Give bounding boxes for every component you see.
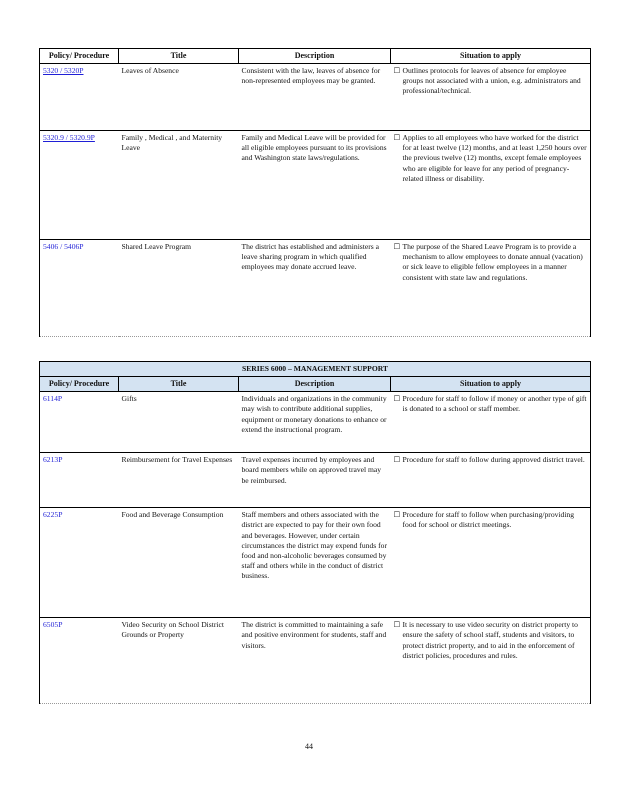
header-situation: Situation to apply — [391, 49, 591, 64]
policy-cell — [40, 508, 119, 618]
title-cell: Gifts — [119, 392, 239, 453]
table-row — [40, 618, 591, 704]
title-cell: Family , Medical , and Maternity Leave — [119, 131, 239, 240]
policy-number: 6225P — [43, 510, 63, 520]
title-cell: Food and Beverage Consumption — [119, 508, 239, 618]
box-bullet-icon: ☐ — [393, 242, 401, 251]
series-title: SERIES 6000 – MANAGEMENT SUPPORT — [40, 362, 591, 377]
header-title: Title — [119, 377, 239, 392]
policy-link[interactable]: 5320.9 / 5320.9P — [43, 133, 95, 142]
header-description: Description — [239, 377, 391, 392]
policy-number: 6114P — [43, 394, 63, 404]
description-cell: Staff members and others associated with the district are expected to pay for their own food and beverages. However, under certain circumstances the district may expend funds for food and non-alcoholic beverages consumed by staff and others while in the conduct of district business. — [239, 508, 391, 618]
header-policy: Policy/ Procedure — [40, 377, 119, 392]
box-bullet-icon: ☐ — [393, 455, 401, 465]
table-row — [40, 131, 591, 240]
box-bullet-icon: ☐ — [393, 620, 401, 630]
situation-cell: ☐ Applies to all employees who have worked for the district for at least twelve (12) months, and at least 1,250 hours over the previous twelve (12) months, except female employees who are eligible for leave for any period of pregnancy-related illness or disability. — [391, 131, 591, 240]
description-cell: The district has established and administers a leave sharing program in which qualified employees may donate accrued leave. — [239, 240, 391, 337]
description-cell: Individuals and organizations in the community may wish to contribute additional supplies, equipment or monetary donations to enhance or extend the instructional program. — [239, 392, 391, 453]
policy-table-5000 — [39, 48, 591, 337]
situation-cell: ☐ Procedure for staff to follow when purchasing/providing food for school or district meetings. — [391, 508, 591, 618]
policy-cell — [40, 64, 119, 131]
table-row — [40, 453, 591, 508]
situation-cell: ☐ The purpose of the Shared Leave Program is to provide a mechanism to allow employees to donate annual (vacation) or sick leave to eligible fellow employees in a manner consistent with state law and regulations. — [391, 240, 591, 337]
title-cell: Leaves of Absence — [119, 64, 239, 131]
table-row — [40, 64, 591, 131]
header-description: Description — [239, 49, 391, 64]
table-row — [40, 240, 591, 337]
policy-cell — [40, 618, 119, 704]
header-situation: Situation to apply — [391, 377, 591, 392]
title-cell: Reimbursement for Travel Expenses — [119, 453, 239, 508]
box-bullet-icon: ☐ — [393, 66, 401, 75]
title-cell: Video Security on School District Grounds or Property — [119, 618, 239, 704]
box-bullet-icon: ☐ — [393, 510, 401, 520]
policy-link[interactable]: 5320 / 5320P — [43, 66, 84, 75]
situation-cell: ☐ Outlines protocols for leaves of absence for employee groups not associated with a union, e.g. administrators and professional/technical. — [391, 64, 591, 131]
policy-cell — [40, 240, 119, 337]
box-bullet-icon: ☐ — [393, 394, 401, 404]
policy-cell — [40, 131, 119, 240]
policy-number: 6505P — [43, 620, 63, 630]
description-cell: Family and Medical Leave will be provided for all eligible employees pursuant to its provisions and Washington state laws/regulations. — [239, 131, 391, 240]
page-number: 44 — [305, 742, 313, 751]
table-header-row — [40, 49, 591, 64]
description-cell: Consistent with the law, leaves of absence for non-represented employees may be granted. — [239, 64, 391, 131]
header-title: Title — [119, 49, 239, 64]
box-bullet-icon: ☐ — [393, 133, 401, 142]
policy-cell — [40, 453, 119, 508]
situation-cell: ☐ Procedure for staff to follow during approved district travel. — [391, 453, 591, 508]
table-row — [40, 392, 591, 453]
situation-cell: ☐ It is necessary to use video security on district property to ensure the safety of school staff, students and visitors, to protect district property, and to aid in the enforcement of district policies, procedures and rules. — [391, 618, 591, 704]
table-header-row — [40, 377, 591, 392]
policy-table-6000 — [39, 361, 591, 704]
title-cell: Shared Leave Program — [119, 240, 239, 337]
policy-number: 6213P — [43, 455, 63, 465]
table-row — [40, 508, 591, 618]
situation-cell: ☐ Procedure for staff to follow if money or another type of gift is donated to a school or staff member. — [391, 392, 591, 453]
header-policy: Policy/ Procedure — [40, 49, 119, 64]
description-cell: The district is committed to maintaining a safe and positive environment for students, staff and visitors. — [239, 618, 391, 704]
description-cell: Travel expenses incurred by employees and board members while on approved travel may be reimbursed. — [239, 453, 391, 508]
policy-number: 5406 / 5406P — [43, 242, 84, 251]
policy-cell — [40, 392, 119, 453]
series-row — [40, 362, 591, 377]
